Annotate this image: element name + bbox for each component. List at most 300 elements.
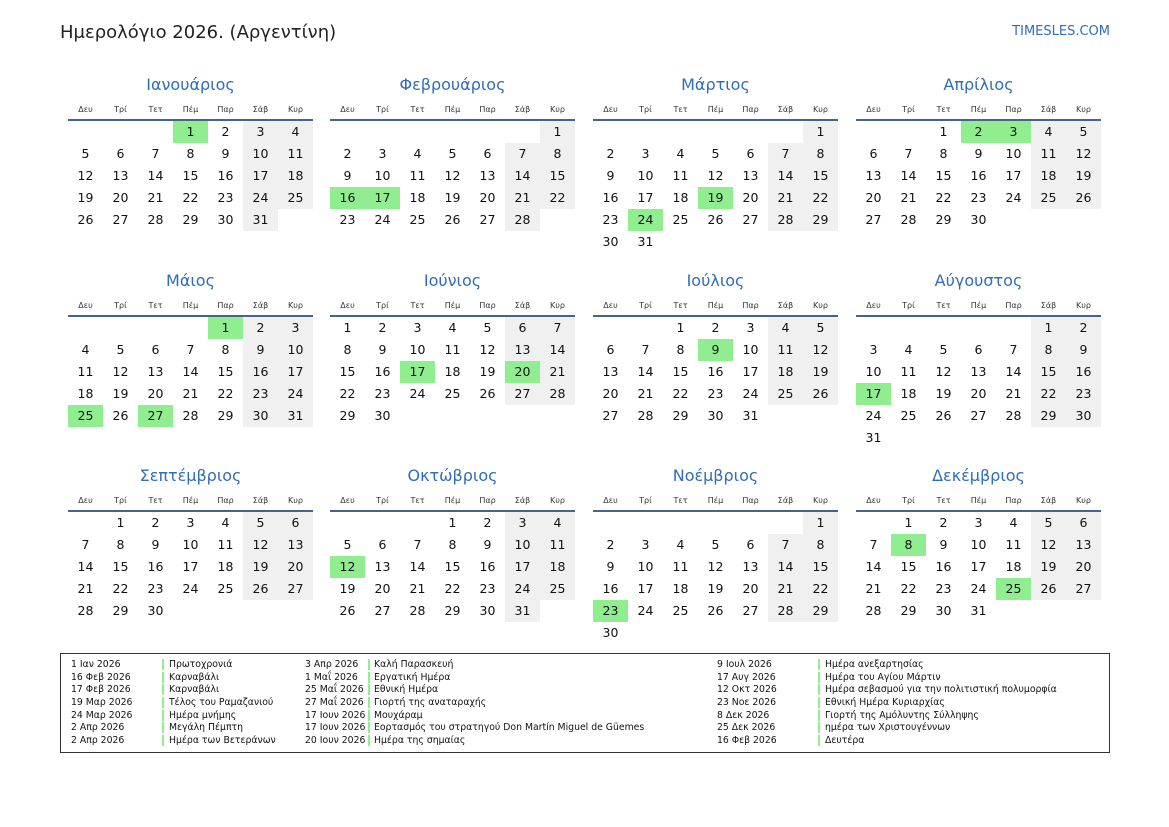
day-cell: 6	[606, 342, 615, 357]
holiday-date: 3 Απρ 2026	[305, 658, 359, 670]
weekday-label-tue: Τρί	[376, 105, 389, 114]
day-cell: 12	[707, 168, 724, 183]
weekday-label-mon: Δευ	[78, 301, 93, 310]
day-cell: 6	[378, 537, 387, 552]
day-cell: 6	[746, 537, 755, 552]
weekend-day-cell: 7	[540, 317, 575, 339]
empty-day-cell	[365, 512, 400, 534]
weekday-label-sun: Κυρ	[1076, 301, 1091, 310]
empty-day-cell	[698, 231, 733, 253]
day-cell: 21	[77, 581, 94, 596]
day-cell: 28	[865, 603, 882, 618]
day-cell: 6	[974, 342, 983, 357]
empty-day-cell	[278, 209, 313, 231]
day-cell: 5	[711, 537, 720, 552]
day-cell: 20	[147, 386, 164, 401]
holiday-day-cell: 24	[628, 209, 663, 231]
weekday-label-sun: Κυρ	[288, 496, 303, 505]
holiday-date: 1 Ιαν 2026	[71, 658, 121, 670]
day-cell: 20	[602, 386, 619, 401]
empty-day-cell	[540, 209, 575, 231]
month-may	[68, 270, 313, 427]
day-cell: 13	[147, 364, 164, 379]
day-cell: 12	[707, 559, 724, 574]
empty-day-cell	[996, 317, 1031, 339]
weekday-label-mon: Δευ	[78, 496, 93, 505]
holiday-name: Μουχάραμ	[368, 710, 423, 721]
day-cell: 15	[182, 168, 199, 183]
empty-day-cell	[663, 231, 698, 253]
day-cell: 4	[221, 515, 230, 530]
weekend-day-cell: 25	[1031, 187, 1066, 209]
day-cell: 29	[444, 603, 461, 618]
holiday-name: Μεγάλη Πέμπτη	[162, 722, 243, 733]
day-cell: 29	[672, 408, 689, 423]
weekday-label-fri: Παρ	[479, 105, 496, 114]
days-grid	[68, 315, 313, 427]
day-cell: 6	[869, 146, 878, 161]
day-cell: 14	[1005, 364, 1022, 379]
day-cell: 20	[479, 190, 496, 205]
weekend-day-cell: 9	[243, 339, 278, 361]
empty-day-cell	[540, 405, 575, 427]
day-cell: 24	[182, 581, 199, 596]
legend-item	[305, 696, 644, 709]
empty-day-cell	[103, 121, 138, 143]
weekend-day-cell: 25	[278, 187, 313, 209]
empty-day-cell	[1066, 209, 1101, 231]
holiday-name: Γιορτή της αναταραχής	[368, 697, 486, 708]
day-cell: 11	[444, 342, 461, 357]
days-grid	[593, 119, 838, 253]
weekday-label-wed: Τετ	[148, 496, 163, 505]
holiday-day-cell: 8	[891, 534, 926, 556]
day-cell: 2	[343, 146, 352, 161]
day-cell: 1	[939, 124, 948, 139]
empty-day-cell	[593, 121, 628, 143]
weekend-day-cell: 7	[768, 534, 803, 556]
legend-column-2	[305, 658, 644, 747]
weekend-day-cell: 31	[278, 405, 313, 427]
weekday-label-sun: Κυρ	[813, 301, 828, 310]
weekend-day-cell: 12	[803, 339, 838, 361]
day-cell: 22	[217, 386, 234, 401]
holiday-day-cell: 17	[400, 361, 435, 383]
weekend-day-cell: 6	[1066, 512, 1101, 534]
weekend-day-cell: 5	[243, 512, 278, 534]
weekday-label-tue: Τρί	[639, 496, 652, 505]
empty-day-cell	[400, 405, 435, 427]
weekday-label-fri: Παρ	[1005, 105, 1022, 114]
day-cell: 18	[77, 386, 94, 401]
day-cell: 21	[900, 190, 917, 205]
legend-item	[71, 721, 276, 734]
weekend-day-cell: 26	[1031, 578, 1066, 600]
empty-day-cell	[593, 317, 628, 339]
day-cell: 3	[413, 320, 422, 335]
day-cell: 4	[413, 146, 422, 161]
weekend-day-cell: 12	[1066, 143, 1101, 165]
day-cell: 2	[151, 515, 160, 530]
weekday-label-sat: Σάβ	[777, 496, 794, 505]
day-cell: 21	[865, 581, 882, 596]
empty-day-cell	[733, 231, 768, 253]
day-cell: 4	[676, 146, 685, 161]
day-cell: 16	[707, 364, 724, 379]
day-cell: 28	[900, 212, 917, 227]
holiday-date: 17 Φεβ 2026	[71, 684, 131, 696]
empty-day-cell	[68, 121, 103, 143]
weekday-label-wed: Τετ	[673, 105, 688, 114]
holiday-date: 8 Δεκ 2026	[717, 709, 770, 721]
holiday-day-cell: 1	[208, 317, 243, 339]
weekend-day-cell: 1	[540, 121, 575, 143]
day-cell: 17	[637, 581, 654, 596]
empty-day-cell	[470, 121, 505, 143]
weekend-day-cell: 8	[803, 534, 838, 556]
day-cell: 23	[339, 212, 356, 227]
weekend-day-cell: 26	[1066, 187, 1101, 209]
weekend-day-cell: 1	[1031, 317, 1066, 339]
day-cell: 22	[935, 190, 952, 205]
day-cell: 8	[448, 537, 457, 552]
weekday-label-sun: Κυρ	[550, 301, 565, 310]
weekday-label-fri: Παρ	[742, 301, 759, 310]
weekend-day-cell: 31	[243, 209, 278, 231]
day-cell: 30	[479, 603, 496, 618]
site-link[interactable]: TIMESLES.COM	[1012, 24, 1110, 39]
weekday-label-sat: Σάβ	[514, 301, 531, 310]
weekend-day-cell: 4	[1031, 121, 1066, 143]
weekend-day-cell: 28	[540, 383, 575, 405]
day-cell: 15	[672, 364, 689, 379]
day-cell: 7	[869, 537, 878, 552]
legend-item	[305, 734, 644, 747]
empty-day-cell	[891, 427, 926, 449]
day-cell: 31	[970, 603, 987, 618]
day-cell: 29	[217, 408, 234, 423]
legend-item	[717, 671, 1057, 684]
legend-item	[71, 658, 276, 671]
weekday-label-thu: Πέμ	[182, 301, 199, 310]
days-grid	[593, 315, 838, 427]
legend-item	[717, 721, 1057, 734]
weekend-day-cell: 20	[278, 556, 313, 578]
day-cell: 24	[742, 386, 759, 401]
empty-day-cell	[698, 622, 733, 644]
day-cell: 8	[221, 342, 230, 357]
empty-day-cell	[768, 231, 803, 253]
day-cell: 25	[672, 212, 689, 227]
empty-day-cell	[926, 427, 961, 449]
empty-day-cell	[663, 512, 698, 534]
weekday-label-tue: Τρί	[114, 301, 127, 310]
weekday-label-wed: Τετ	[148, 301, 163, 310]
empty-day-cell	[243, 600, 278, 622]
day-cell: 1	[676, 320, 685, 335]
day-cell: 28	[182, 408, 199, 423]
legend-item	[717, 734, 1057, 747]
weekend-day-cell: 28	[768, 600, 803, 622]
days-grid	[856, 315, 1101, 449]
empty-day-cell	[663, 622, 698, 644]
holiday-name: Καρναβάλι	[162, 672, 219, 683]
day-cell: 10	[182, 537, 199, 552]
empty-day-cell	[505, 121, 540, 143]
weekend-day-cell: 19	[243, 556, 278, 578]
empty-day-cell	[470, 405, 505, 427]
weekend-day-cell: 13	[1066, 534, 1101, 556]
month-title: Ιανουάριος	[146, 75, 235, 94]
day-cell: 10	[865, 364, 882, 379]
empty-day-cell	[173, 600, 208, 622]
day-cell: 13	[742, 559, 759, 574]
day-cell: 18	[1005, 559, 1022, 574]
holiday-date: 2 Απρ 2026	[71, 734, 125, 746]
day-cell: 28	[1005, 408, 1022, 423]
empty-day-cell	[68, 317, 103, 339]
weekday-header-row	[68, 104, 313, 116]
day-cell: 3	[869, 342, 878, 357]
weekend-day-cell: 21	[768, 578, 803, 600]
month-july	[593, 270, 838, 427]
weekday-label-tue: Τρί	[376, 301, 389, 310]
holiday-name: Ημέρα μνήμης	[162, 710, 236, 721]
weekend-day-cell: 11	[1031, 143, 1066, 165]
legend-item	[305, 683, 644, 696]
day-cell: 8	[343, 342, 352, 357]
day-cell: 30	[935, 603, 952, 618]
day-cell: 24	[409, 386, 426, 401]
day-cell: 7	[413, 537, 422, 552]
weekday-label-tue: Τρί	[639, 105, 652, 114]
holiday-date: 12 Οκτ 2026	[717, 684, 777, 696]
day-cell: 12	[935, 364, 952, 379]
weekday-header-row	[330, 300, 575, 312]
empty-day-cell	[996, 427, 1031, 449]
empty-day-cell	[698, 121, 733, 143]
empty-day-cell	[628, 512, 663, 534]
day-cell: 27	[742, 603, 759, 618]
day-cell: 24	[637, 603, 654, 618]
day-cell: 19	[707, 581, 724, 596]
day-cell: 23	[217, 190, 234, 205]
day-cell: 19	[444, 190, 461, 205]
weekday-label-mon: Δευ	[866, 105, 881, 114]
day-cell: 6	[746, 146, 755, 161]
day-cell: 19	[339, 581, 356, 596]
weekday-label-mon: Δευ	[603, 496, 618, 505]
weekend-day-cell: 8	[540, 143, 575, 165]
holiday-name: Εργατική Ημέρα	[368, 672, 450, 683]
day-cell: 20	[742, 581, 759, 596]
month-title: Αύγουστος	[934, 271, 1023, 290]
holiday-day-cell: 19	[698, 187, 733, 209]
month-september	[68, 465, 313, 622]
day-cell: 23	[707, 386, 724, 401]
day-cell: 28	[637, 408, 654, 423]
weekday-label-thu: Πέμ	[970, 301, 987, 310]
day-cell: 27	[742, 212, 759, 227]
weekday-label-wed: Τετ	[673, 496, 688, 505]
empty-day-cell	[996, 600, 1031, 622]
weekend-day-cell: 1	[803, 512, 838, 534]
empty-day-cell	[540, 600, 575, 622]
day-cell: 21	[1005, 386, 1022, 401]
weekday-header-row	[330, 495, 575, 507]
day-cell: 10	[409, 342, 426, 357]
day-cell: 11	[409, 168, 426, 183]
weekend-day-cell: 28	[768, 209, 803, 231]
weekend-day-cell: 4	[278, 121, 313, 143]
day-cell: 18	[409, 190, 426, 205]
day-cell: 10	[1005, 146, 1022, 161]
day-cell: 27	[374, 603, 391, 618]
day-cell: 19	[479, 364, 496, 379]
day-cell: 12	[112, 364, 129, 379]
day-cell: 20	[865, 190, 882, 205]
holiday-legend	[60, 653, 1110, 753]
weekend-day-cell: 21	[540, 361, 575, 383]
empty-day-cell	[926, 317, 961, 339]
weekend-day-cell: 14	[768, 165, 803, 187]
day-cell: 9	[974, 146, 983, 161]
day-cell: 15	[900, 559, 917, 574]
day-cell: 7	[186, 342, 195, 357]
month-april	[856, 74, 1101, 231]
day-cell: 22	[444, 581, 461, 596]
day-cell: 26	[112, 408, 129, 423]
day-cell: 5	[711, 146, 720, 161]
day-cell: 20	[112, 190, 129, 205]
weekend-day-cell: 15	[803, 165, 838, 187]
day-cell: 2	[606, 537, 615, 552]
month-title: Δεκέμβριος	[932, 466, 1025, 485]
holiday-date: 16 Φεβ 2026	[71, 671, 131, 683]
day-cell: 23	[479, 581, 496, 596]
weekday-label-thu: Πέμ	[182, 496, 199, 505]
day-cell: 29	[900, 603, 917, 618]
day-cell: 17	[970, 559, 987, 574]
weekday-header-row	[593, 104, 838, 116]
holiday-date: 1 Μαΐ 2026	[305, 671, 358, 683]
day-cell: 30	[602, 625, 619, 640]
day-cell: 15	[217, 364, 234, 379]
holiday-date: 24 Μαρ 2026	[71, 709, 133, 721]
day-cell: 15	[112, 559, 129, 574]
weekday-label-sat: Σάβ	[1040, 496, 1057, 505]
day-cell: 1	[116, 515, 125, 530]
day-cell: 8	[676, 342, 685, 357]
weekend-day-cell: 8	[1031, 339, 1066, 361]
weekday-label-wed: Τετ	[673, 301, 688, 310]
day-cell: 9	[606, 168, 615, 183]
weekend-day-cell: 2	[1066, 317, 1101, 339]
holiday-day-cell: 3	[996, 121, 1031, 143]
weekday-label-sat: Σάβ	[777, 301, 794, 310]
day-cell: 22	[339, 386, 356, 401]
days-grid	[856, 119, 1101, 231]
day-cell: 14	[637, 364, 654, 379]
weekday-label-mon: Δευ	[78, 105, 93, 114]
day-cell: 16	[602, 581, 619, 596]
day-cell: 29	[339, 408, 356, 423]
day-cell: 3	[641, 537, 650, 552]
day-cell: 16	[374, 364, 391, 379]
month-title: Ιούλιος	[686, 271, 745, 290]
day-cell: 30	[970, 212, 987, 227]
holiday-name: Ημέρα των Βετεράνων	[162, 735, 276, 746]
weekend-day-cell: 31	[505, 600, 540, 622]
holiday-name: Εθνική Ημέρα Κυριαρχίας	[818, 697, 945, 708]
day-cell: 27	[602, 408, 619, 423]
weekend-day-cell: 10	[278, 339, 313, 361]
day-cell: 21	[182, 386, 199, 401]
weekday-header-row	[856, 300, 1101, 312]
weekday-label-fri: Παρ	[217, 105, 234, 114]
empty-day-cell	[138, 317, 173, 339]
month-february	[330, 74, 575, 231]
weekday-label-mon: Δευ	[866, 496, 881, 505]
day-cell: 19	[77, 190, 94, 205]
legend-item	[305, 671, 644, 684]
day-cell: 26	[77, 212, 94, 227]
day-cell: 2	[939, 515, 948, 530]
weekday-label-thu: Πέμ	[707, 105, 724, 114]
day-cell: 14	[865, 559, 882, 574]
empty-day-cell	[628, 622, 663, 644]
day-cell: 24	[1005, 190, 1022, 205]
day-cell: 10	[637, 559, 654, 574]
day-cell: 3	[186, 515, 195, 530]
day-cell: 5	[343, 537, 352, 552]
month-november	[593, 465, 838, 644]
day-cell: 26	[444, 212, 461, 227]
weekend-day-cell: 11	[768, 339, 803, 361]
day-cell: 13	[602, 364, 619, 379]
day-cell: 7	[1009, 342, 1018, 357]
day-cell: 23	[935, 581, 952, 596]
weekday-label-wed: Τετ	[148, 105, 163, 114]
day-cell: 11	[217, 537, 234, 552]
day-cell: 31	[865, 430, 882, 445]
weekday-label-thu: Πέμ	[707, 496, 724, 505]
day-cell: 18	[444, 364, 461, 379]
day-cell: 2	[606, 146, 615, 161]
weekend-day-cell: 19	[1066, 165, 1101, 187]
day-cell: 23	[374, 386, 391, 401]
day-cell: 8	[186, 146, 195, 161]
day-cell: 10	[742, 342, 759, 357]
weekend-day-cell: 18	[1031, 165, 1066, 187]
empty-day-cell	[803, 231, 838, 253]
empty-day-cell	[278, 600, 313, 622]
weekend-day-cell: 5	[1031, 512, 1066, 534]
weekday-label-tue: Τρί	[114, 496, 127, 505]
weekend-day-cell: 23	[1066, 383, 1101, 405]
empty-day-cell	[68, 512, 103, 534]
weekend-day-cell: 7	[505, 143, 540, 165]
day-cell: 2	[711, 320, 720, 335]
weekday-label-thu: Πέμ	[444, 301, 461, 310]
weekday-label-thu: Πέμ	[970, 105, 987, 114]
weekday-label-sun: Κυρ	[1076, 496, 1091, 505]
holiday-name: Ημέρα σεβασμού για την πολιτιστική πολυμορφία	[818, 684, 1057, 695]
day-cell: 15	[935, 168, 952, 183]
weekend-day-cell: 14	[540, 339, 575, 361]
day-cell: 5	[939, 342, 948, 357]
holiday-day-cell: 23	[593, 600, 628, 622]
